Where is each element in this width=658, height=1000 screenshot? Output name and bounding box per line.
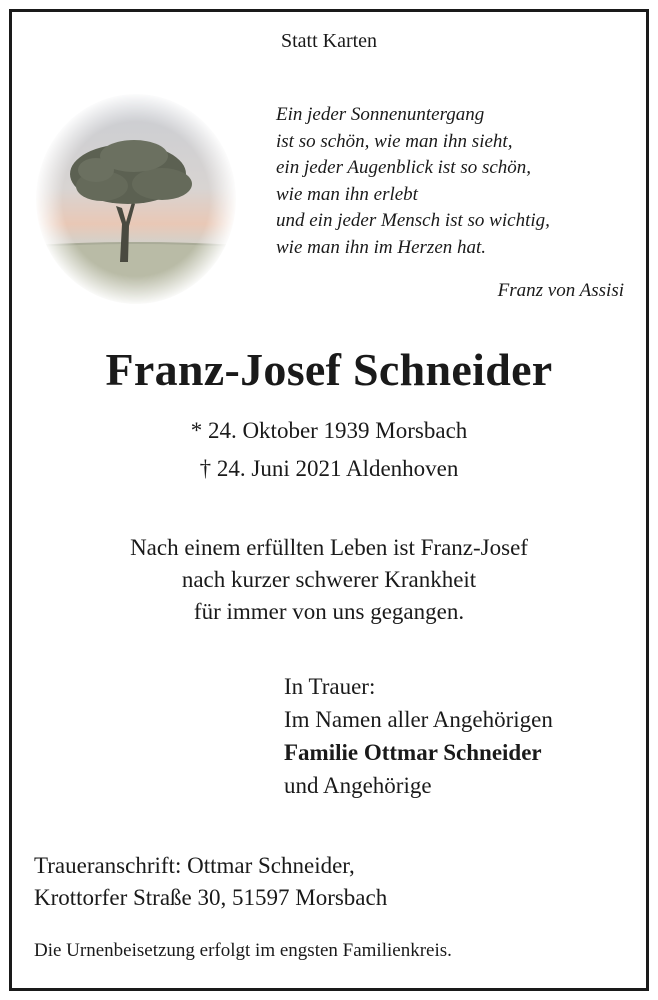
address-line-1: Traueranschrift: Ottmar Schneider, xyxy=(34,853,355,878)
poem-quote xyxy=(276,102,636,261)
poem-line: ist so schön, wie man ihn sieht, xyxy=(276,130,513,152)
header-note: Statt Karten xyxy=(280,30,378,52)
mourning-address xyxy=(34,850,387,914)
quote-author: Franz von Assisi xyxy=(497,280,624,301)
mourning-intro: In Trauer: xyxy=(284,674,376,699)
mourners-block xyxy=(284,670,553,802)
birth-date: * 24. Oktober 1939 Morsbach xyxy=(190,418,468,443)
poem-line: Ein jeder Sonnenuntergang xyxy=(276,104,485,125)
obituary-message xyxy=(0,532,658,628)
address-line-2: Krottorfer Straße 30, 51597 Morsbach xyxy=(34,885,388,910)
message-line: Nach einem erfüllten Leben ist Franz-Josef xyxy=(130,535,528,560)
deceased-name: Franz-Josef Schneider xyxy=(105,344,553,395)
death-date: † 24. Juni 2021 Aldenhoven xyxy=(199,456,459,481)
poem-line: wie man ihn erlebt xyxy=(276,183,418,205)
on-behalf-line: Im Namen aller Angehörigen xyxy=(284,707,553,732)
footer-note: Die Urnenbeisetzung erfolgt im engsten Familienkreis. xyxy=(34,940,452,961)
poem-line: und ein jeder Mensch ist so wichtig, xyxy=(276,210,550,231)
relatives-line: und Angehörige xyxy=(284,773,432,798)
family-name: Familie Ottmar Schneider xyxy=(284,740,542,765)
poem-line: ein jeder Augenblick ist so schön, xyxy=(276,157,532,178)
poem-line: wie man ihn im Herzen hat. xyxy=(276,236,487,258)
message-line: nach kurzer schwerer Krankheit xyxy=(181,567,477,592)
message-line: für immer von uns gegangen. xyxy=(193,599,465,624)
tree-at-sunset-image xyxy=(36,94,236,304)
